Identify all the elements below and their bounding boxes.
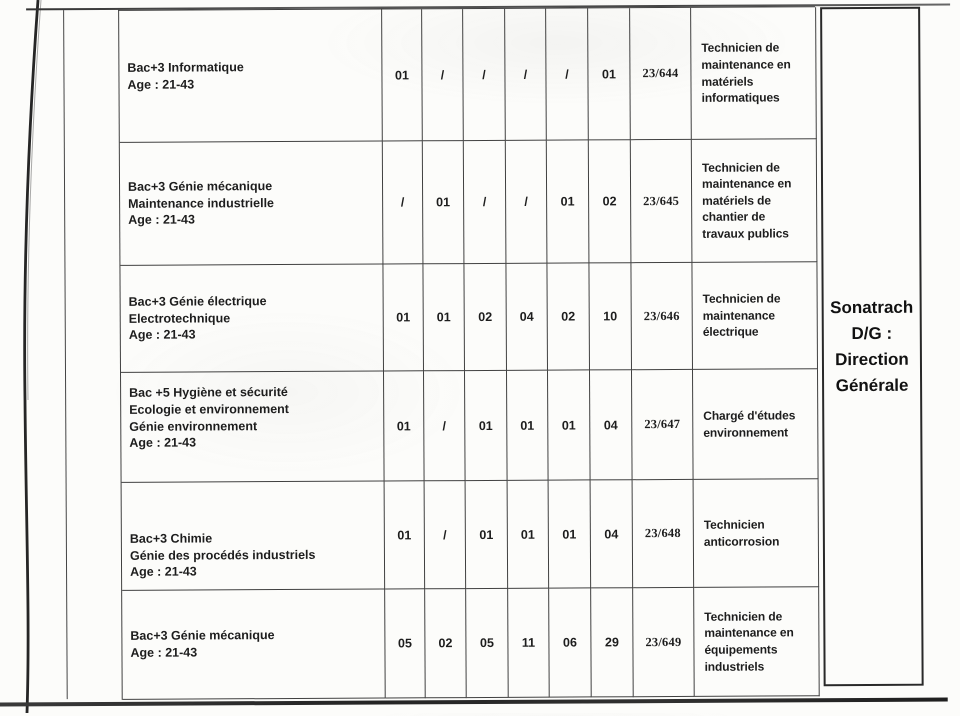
- count-cell: /: [422, 9, 464, 141]
- job-title-cell: [692, 262, 818, 370]
- qualification-line: Génie environnement: [129, 418, 258, 434]
- job-title-cell: [694, 587, 820, 697]
- qualification-line: Génie des procédés industriels: [129, 547, 316, 563]
- job-title: Technicien anticorrosion: [703, 517, 780, 549]
- count-cell: 01: [465, 371, 508, 481]
- count-cell: 01: [549, 480, 592, 588]
- count-cell: /: [383, 141, 424, 264]
- offer-ref-cell: 23/645: [631, 140, 693, 263]
- count-cell: /: [463, 9, 506, 141]
- age-line: Age : 21-43: [130, 564, 197, 580]
- employer-division: D/G :: [851, 323, 893, 343]
- count-cell: /: [546, 8, 589, 140]
- offer-ref-cell: 23/648: [633, 480, 695, 588]
- qualification-line: Electrotechnique: [128, 310, 231, 326]
- count-cell: 06: [549, 588, 592, 697]
- qualification-cell: [119, 10, 383, 143]
- count-cell: 05: [385, 589, 426, 698]
- count-cell: /: [506, 141, 548, 264]
- qualification-cell: [121, 372, 385, 483]
- total-cell: 10: [589, 263, 632, 370]
- age-line: Age : 21-43: [128, 327, 196, 343]
- qualification-cell: [122, 482, 386, 591]
- qualification-cell: [120, 265, 384, 373]
- job-title: Technicien de maintenance électrique: [702, 291, 781, 340]
- job-title-cell: [692, 139, 818, 263]
- total-cell: 04: [590, 370, 633, 480]
- age-line: Age : 21-43: [127, 76, 195, 92]
- employer-direction-line1: Direction: [835, 349, 909, 369]
- offer-ref-cell: 23/647: [632, 370, 694, 480]
- count-cell: 01: [384, 371, 425, 481]
- count-cell: 01: [382, 9, 423, 141]
- count-cell: 01: [383, 264, 424, 371]
- offer-ref-cell: 23/644: [630, 8, 692, 140]
- count-cell: 01: [548, 370, 591, 480]
- total-cell: 01: [588, 8, 631, 140]
- offer-ref-cell: 23/646: [631, 263, 693, 370]
- count-cell: 01: [385, 481, 426, 589]
- employer-direction-line2: Générale: [835, 375, 909, 395]
- job-title: Technicien de maintenance en matériels de chantier de travaux publics: [701, 160, 792, 241]
- count-cell: 01: [466, 481, 509, 589]
- count-cell: 01: [423, 141, 465, 264]
- count-cell: /: [464, 141, 507, 264]
- count-cell: /: [424, 371, 466, 481]
- count-cell: 05: [466, 589, 509, 698]
- count-cell: 01: [423, 264, 465, 371]
- qualification-line: Bac+3 Génie mécanique: [127, 178, 273, 194]
- count-cell: 01: [508, 481, 550, 589]
- qualification-line: Bac+3 Génie électrique: [128, 293, 267, 309]
- job-title-cell: [691, 7, 817, 140]
- offer-ref-cell: 23/649: [633, 588, 695, 697]
- left-empty-column: [63, 10, 122, 699]
- qualification-line: Bac+3 Chimie: [129, 531, 213, 546]
- total-cell: 29: [591, 588, 634, 697]
- count-cell: /: [505, 9, 547, 141]
- qualification-line: Ecologie et environnement: [129, 401, 289, 417]
- qualification-cell: [120, 142, 384, 266]
- qualification-cell: [122, 589, 386, 699]
- total-cell: 02: [589, 140, 632, 263]
- qualification-line: Bac +5 Hygiène et sécurité: [129, 385, 288, 400]
- count-cell: 02: [425, 589, 467, 698]
- count-cell: 01: [547, 140, 590, 263]
- job-title-cell: [694, 479, 820, 588]
- qualification-line: Bac+3 Génie mécanique: [130, 628, 275, 644]
- employer-box: [820, 7, 924, 687]
- total-cell: 04: [591, 480, 634, 588]
- employer-name: Sonatrach: [830, 297, 914, 317]
- job-title: Technicien de maintenance en équipements industriels: [704, 609, 794, 674]
- age-line: Age : 21-43: [129, 435, 197, 451]
- job-title-cell: [693, 369, 819, 480]
- recruitment-table: [118, 6, 819, 700]
- count-cell: 01: [507, 371, 549, 481]
- age-line: Age : 21-43: [130, 645, 198, 660]
- qualification-line: Maintenance industrielle: [128, 195, 275, 211]
- age-line: Age : 21-43: [128, 212, 195, 228]
- count-cell: 02: [464, 264, 507, 371]
- count-cell: 04: [506, 264, 548, 371]
- job-title: Chargé d'études environnement: [703, 408, 796, 440]
- count-cell: /: [425, 481, 467, 589]
- count-cell: 11: [508, 589, 550, 698]
- count-cell: 02: [547, 263, 590, 370]
- qualification-line: Bac+3 Informatique: [127, 59, 244, 75]
- job-title: Technicien de maintenance en matériels informatiques: [701, 40, 791, 105]
